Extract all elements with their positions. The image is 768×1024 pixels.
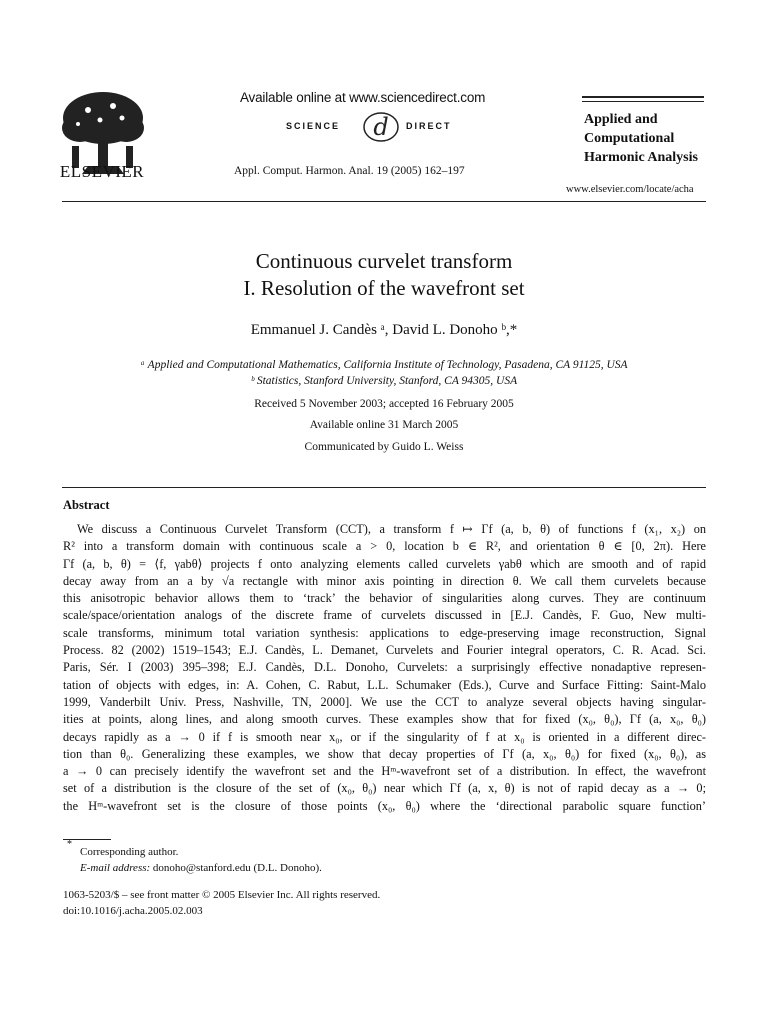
abstract-line: set of a distribution is the closure of the set of (x₀, θ₀) near which Γf (a, x, θ) is not of rapid decay as a → 0; — [63, 781, 706, 796]
sciencedirect-logo — [284, 112, 484, 142]
abstract-line: ities at points, along lines, and along smooth curves. These examples show that for fixed (x₀, θ₀), Γf (a, x₀, θ₀) — [63, 712, 706, 727]
abstract-line: R² into a transform domain with continuous scale a > 0, location b ∈ R², and orientation θ ∈ [0, 2π). Here — [63, 539, 706, 554]
footnote — [80, 845, 322, 876]
abstract-heading: Abstract — [63, 498, 110, 512]
abstract-line: Paris, Sér. I (2003) 395–398; E.J. Candès, D.L. Donoho, Curvelets: a surprisingly effective nonadaptive represen- — [63, 660, 706, 675]
article-authors: Emmanuel J. Candès ᵃ, David L. Donoho ᵇ,* — [250, 322, 518, 338]
footnote-corresponding: Corresponding author. — [80, 846, 179, 858]
abstract-line: the Hᵐ-wavefront set is the closure of those points (x₀, θ₀) where the ‘directional parabolic square function’ — [63, 798, 706, 813]
title-line1: Continuous curvelet transform — [255, 249, 513, 273]
journal-title-line1: Applied and — [584, 112, 658, 127]
abstract-line: scale/space/orientation analogs of the discrete frame of curvelets discussed in [E.J. Candès, F. Guo, New multi- — [63, 608, 706, 623]
abstract-line: 1999, Vanderbilt Univ. Press, Nashville, TN, 2000]. We use the CCT to analyze several objects having singular- — [63, 694, 706, 709]
abstract-line: decays rapidly as a → 0 if f is smooth near x₀, or if the singularity of f at x₀ is oriented in a different direc- — [63, 729, 706, 744]
journal-rule-thick — [582, 96, 704, 98]
footnote-marker: * — [67, 839, 72, 850]
journal-title-line2: Computational — [584, 131, 675, 146]
email-label: E-mail address: — [80, 861, 151, 874]
abstract-line: We discuss a Continuous Curvelet Transform (CCT), a transform f ↦ Γf (a, b, θ) of functions f (x₁, x₂) on — [77, 522, 706, 536]
communicated-by: Communicated by Guido L. Weiss — [304, 441, 464, 453]
doi-link[interactable]: doi:10.1016/j.acha.2005.02.003 — [63, 904, 203, 917]
journal-title-line3: Harmonic Analysis — [584, 150, 698, 165]
abstract-divider — [62, 487, 706, 488]
affiliation-b: ᵇ Statistics, Stanford University, Stanford, CA 94305, USA — [250, 375, 518, 387]
journal-rule-thin — [582, 101, 704, 102]
journal-citation: Appl. Comput. Harmon. Anal. 19 (2005) 162–197 — [234, 165, 465, 177]
publisher-name: ELSEVIER — [59, 162, 145, 181]
abstract-line: this anisotropic behavior allows them to ‘track’ the behavior of singularities along curves. They are continuum — [63, 591, 706, 606]
abstract-line: a → 0 can precisely identify the wavefront set and the Hᵐ-wavefront set of a distribution. In effect, the wavefront — [63, 764, 706, 779]
abstract-line: decay away from an a by √a rectangle with minor axis pointing in direction θ. We call them curvelets because — [63, 573, 706, 588]
copyright-line: 1063-5203/$ – see front matter © 2005 Elsevier Inc. All rights reserved. — [63, 889, 381, 901]
abstract-line: tation of objects with edges, in: A. Cohen, C. Rabut, L.L. Schumaker (Eds.), Curve and Surface Fitting: Saint-Malo — [63, 677, 706, 692]
sd-logo-right-text: DIRECT — [406, 121, 452, 131]
abstract-line: tion than θ₀. Generalizing these examples, we show that decay properties of Γf (a, x₀, θ₀) for fixed (x₀, θ₀), as — [63, 746, 706, 761]
sd-logo-left-text: SCIENCE — [286, 121, 341, 131]
article-title — [0, 248, 768, 302]
affiliation-a: ᵃ Applied and Computational Mathematics, California Institute of Technology, Pasadena, CA 91125, USA — [140, 359, 628, 371]
footnote-email — [80, 861, 322, 877]
journal-title — [584, 110, 714, 167]
abstract-line: scale transforms, minimum total variation synthesis: applications to edge-preserving image reconstruction, Signal — [63, 625, 706, 640]
abstract-line: Γf (a, b, θ) = ⟨f, γabθ⟩ projects f onto analyzing elements called curvelets γabθ which are smooth and of rapid — [63, 556, 706, 571]
sd-logo-mark-text: d — [373, 113, 389, 141]
available-online-text[interactable]: Available online at www.sciencedirect.com — [240, 90, 486, 105]
copyright-block — [63, 888, 380, 919]
abstract-body — [63, 521, 706, 815]
journal-url-link[interactable]: www.elsevier.com/locate/acha — [566, 184, 694, 195]
title-line2: I. Resolution of the wavefront set — [243, 276, 525, 300]
abstract-line: Process. 82 (2002) 1519–1543; E.J. Candès, L. Demanet, Curvelets and Fourier integral operators, C. R. Acad. Sci. — [63, 643, 706, 658]
email-value[interactable]: donoho@stanford.edu (D.L. Donoho). — [150, 861, 322, 874]
available-online-date: Available online 31 March 2005 — [309, 419, 459, 431]
received-dates: Received 5 November 2003; accepted 16 February 2005 — [254, 398, 514, 410]
sciencedirect-d-icon — [362, 110, 400, 144]
header-divider — [62, 201, 706, 202]
